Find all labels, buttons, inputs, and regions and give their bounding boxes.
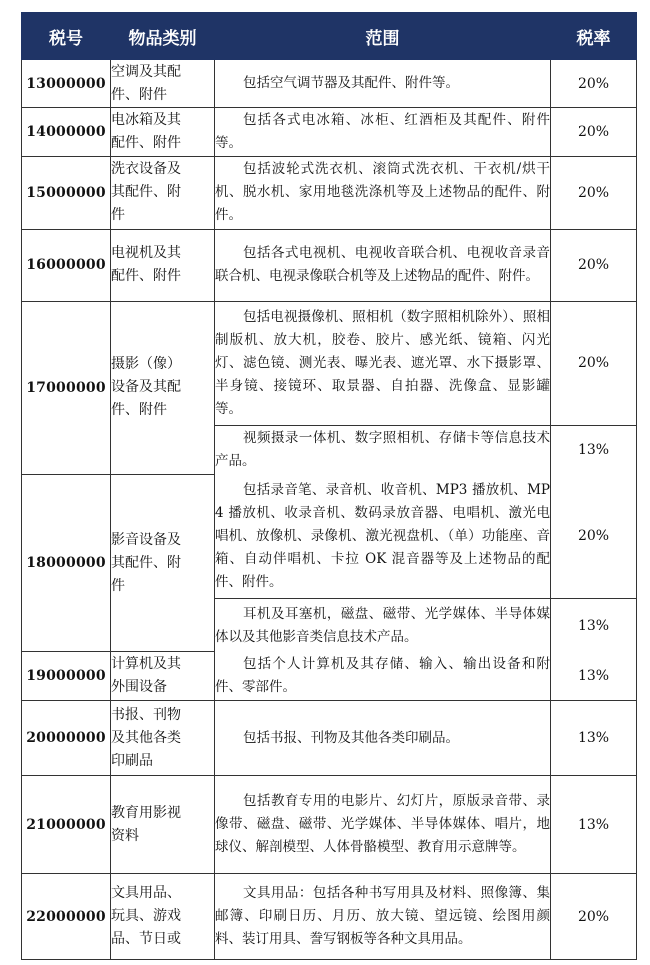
scope-cell <box>215 302 551 426</box>
scope-text: 包括各式电视机、电视收音联合机、电视收音录音联合机、电视录像联合机等及上述物品的配件、附件。 <box>215 245 550 285</box>
scope-cell <box>215 652 551 701</box>
tax-code: 22000000 <box>22 874 111 960</box>
table-row <box>22 874 637 960</box>
tax-rate: 13% <box>551 701 637 776</box>
category-line: 洗衣设备及 <box>111 161 181 178</box>
header-code: 税号 <box>22 13 111 60</box>
tax-rate: 20% <box>551 157 637 230</box>
category-line: 件、附件 <box>111 402 167 419</box>
tax-rate: 13% <box>551 425 637 474</box>
scope-cell <box>215 229 551 302</box>
tax-code: 15000000 <box>22 157 111 230</box>
table-row <box>22 302 637 426</box>
scope-text: 包括各式电冰箱、冰柜、红酒柜及其配件、附件等。 <box>215 112 550 152</box>
category-line: 件 <box>111 577 125 594</box>
category-line: 其配件、附 <box>111 184 181 201</box>
scope-text: 文具用品：包括各种书写用具及材料、照像簿、集邮簿、印刷日历、月历、放大镜、望远镜、绘图用颜料、装订用具、誊写钢板等各种文具用品。 <box>215 885 550 948</box>
table-row <box>22 474 637 599</box>
item-category <box>111 157 215 230</box>
scope-cell <box>215 599 551 652</box>
table-row <box>22 229 637 302</box>
tax-rate: 20% <box>551 302 637 426</box>
tax-rate: 20% <box>551 60 637 108</box>
item-category <box>111 776 215 874</box>
item-category <box>111 874 215 960</box>
table-row <box>22 157 637 230</box>
scope-cell <box>215 701 551 776</box>
category-line: 摄影（像） <box>111 356 181 373</box>
table-header-row <box>22 13 637 60</box>
category-line: 件 <box>111 207 125 224</box>
table-row <box>22 108 637 157</box>
category-line: 空调及其配 <box>111 63 181 80</box>
scope-text: 包括录音笔、录音机、收音机、MP3 播放机、MP4 播放机、收录音机、数码录放音器、电唱机、激光电唱机、放像机、录像机、激光视盘机、（单）功能座、音箱、自动伴唱机、卡拉 OK 混音器等及上述物品的配件、附件。 <box>215 481 550 590</box>
category-line: 其配件、附 <box>111 554 181 571</box>
table-row <box>22 701 637 776</box>
tax-code: 17000000 <box>22 302 111 475</box>
scope-text: 视频摄录一体机、数字照相机、存储卡等信息技术产品。 <box>215 429 550 469</box>
scope-cell <box>215 425 551 474</box>
category-line: 及其他各类 <box>111 729 181 746</box>
scope-cell <box>215 157 551 230</box>
tax-rate: 20% <box>551 229 637 302</box>
item-category <box>111 701 215 776</box>
category-line: 教育用影视 <box>111 804 181 821</box>
category-line: 件、附件 <box>111 86 167 103</box>
scope-text: 包括教育专用的电影片、幻灯片，原版录音带、录像带、磁盘、磁带、光学媒体、半导体媒体、唱片，地球仪、解剖模型、人体骨骼模型、教育用示意牌等。 <box>215 793 550 856</box>
header-scope: 范围 <box>215 13 551 60</box>
category-line: 资料 <box>111 827 139 844</box>
table-row <box>22 60 637 108</box>
table-row <box>22 652 637 701</box>
category-line: 玩具、游戏 <box>111 908 181 925</box>
category-line: 电视机及其 <box>111 245 181 262</box>
tax-code: 14000000 <box>22 108 111 157</box>
category-line: 品、节日或 <box>111 931 181 948</box>
tax-rate: 13% <box>551 776 637 874</box>
scope-cell <box>215 474 551 599</box>
scope-text: 包括书报、刊物及其他各类印刷品。 <box>243 729 459 746</box>
category-line: 文具用品、 <box>111 885 181 902</box>
tax-code: 20000000 <box>22 701 111 776</box>
tax-rate: 13% <box>551 599 637 652</box>
tax-rate: 20% <box>551 108 637 157</box>
category-line: 电冰箱及其 <box>111 112 181 129</box>
scope-cell <box>215 874 551 960</box>
table-row <box>22 776 637 874</box>
scope-cell <box>215 776 551 874</box>
tax-code: 21000000 <box>22 776 111 874</box>
scope-text: 包括电视摄像机、照相机（数字照相机除外）、照相制版机、放大机，胶卷、胶片、感光纸、镜箱、闪光灯、滤色镜、测光表、曝光表、遮光罩、水下摄影罩、半身镜、接镜环、取景器、自拍器、洗像盒、显影罐等。 <box>215 308 550 417</box>
category-line: 设备及其配 <box>111 379 181 396</box>
tax-code: 13000000 <box>22 60 111 108</box>
tax-rate: 20% <box>551 474 637 599</box>
scope-text: 耳机及耳塞机，磁盘、磁带、光学媒体、半导体媒体以及其他影音类信息技术产品。 <box>215 605 550 645</box>
category-line: 计算机及其 <box>111 656 181 673</box>
item-category <box>111 652 215 701</box>
category-line: 书报、刊物 <box>111 706 181 723</box>
tax-rate-table <box>21 12 637 960</box>
tax-rate: 13% <box>551 652 637 701</box>
category-line: 印刷品 <box>111 752 153 769</box>
scope-cell <box>215 108 551 157</box>
tax-rate: 20% <box>551 874 637 960</box>
item-category <box>111 108 215 157</box>
header-rate: 税率 <box>551 13 637 60</box>
tax-code: 18000000 <box>22 474 111 652</box>
category-line: 配件、附件 <box>111 135 181 152</box>
item-category <box>111 60 215 108</box>
item-category <box>111 302 215 475</box>
scope-text: 包括波轮式洗衣机、滚筒式洗衣机、干衣机/烘干机、脱水机、家用地毯洗涤机等及上述物品的配件、附件。 <box>215 161 550 224</box>
scope-text: 包括空气调节器及其配件、附件等。 <box>243 75 459 91</box>
scope-text: 包括个人计算机及其存储、输入、输出设备和附件、零部件。 <box>215 656 550 696</box>
item-category <box>111 229 215 302</box>
tax-code: 16000000 <box>22 229 111 302</box>
header-category: 物品类别 <box>111 13 215 60</box>
category-line: 配件、附件 <box>111 268 181 285</box>
scope-cell <box>215 60 551 108</box>
item-category <box>111 474 215 652</box>
category-line: 影音设备及 <box>111 531 181 548</box>
category-line: 外围设备 <box>111 679 167 696</box>
tax-code: 19000000 <box>22 652 111 701</box>
